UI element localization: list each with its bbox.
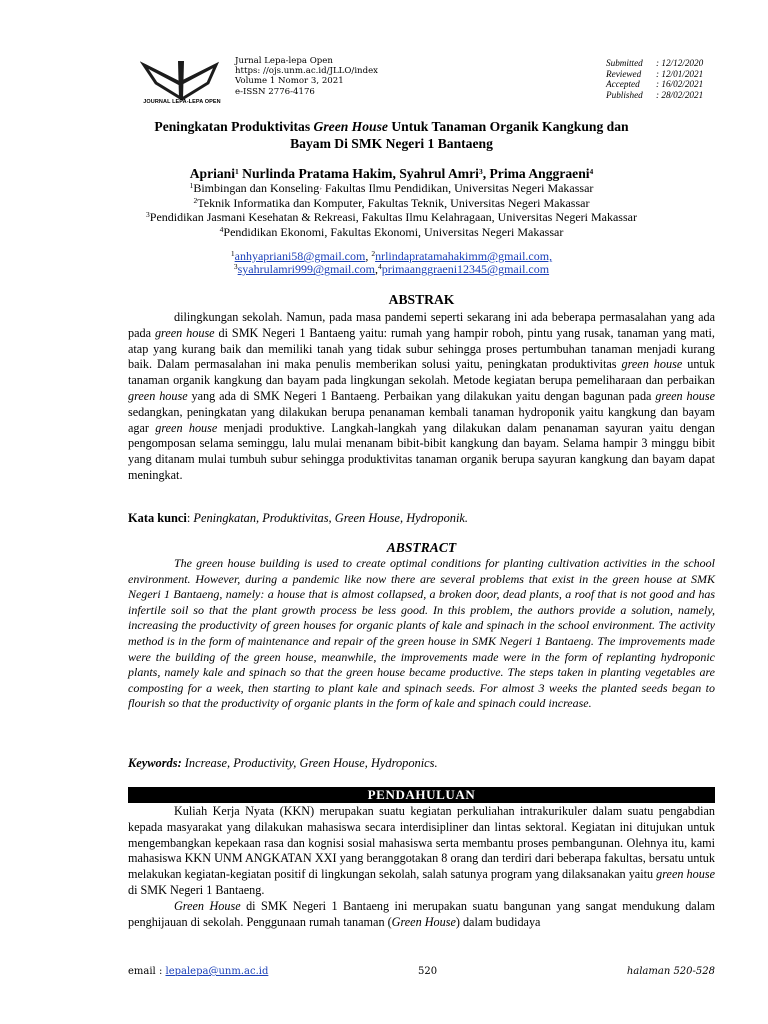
date-row-accepted: Accepted : 16/02/2021 [606, 79, 704, 89]
affiliations [60, 181, 723, 239]
abstract-paragraph: The green house building is used to create optimal conditions for planting cultivation activities in the school environment. However, during a pandemic like now there are several problems that exist in the green house at SMK Negeri 1 Bantaeng, namely: a house that is almost collapsed, a broken door, dead plants, a roof that is not good and has infertile soil so that the plant growth process be less good. In this problem, the authors provide a solution, namely, increasing the productivity of green houses for organic plants of kale and spinach in the school environment. The activity method is in the form of maintenance and repair of the green house in SMK Negeri 1 Bantaeng. The improvements made were the building of the green house, meanwhile, the improvements made were in the form of replanting hydroponic plants, namely kale and spinach so that the green house became productive. The steps taken in planting vegetables are composting for a week, then starting to plant kale and spinach seeds. For almost 3 weeks the planted seeds began to flourish so that the productivity of organic plants in the form of kale and spinach could increase. [128, 556, 715, 711]
page-number: 520 [418, 966, 438, 977]
keywords: Keywords: Increase, Productivity, Green House, Hydroponics. [128, 756, 438, 770]
journal-url[interactable]: https: //ojs.unm.ac.id/JLLO/index [235, 66, 379, 77]
italic-term: green house [655, 388, 715, 403]
journal-name: Jurnal Lepa-lepa Open [235, 56, 333, 66]
text-run: di SMK Negeri 1 Bantaeng yaitu: rumah yang hampir roboh, pintu yang rusak, tanaman yang mati, atap yang kurang baik dan memiliki tanah yang tidak subur sehingga proses pertumbuhan tanaman menjadi kurang baik. Dalam permasalahan ini maka penulis memberikan solusi yaitu, peningkatan produktivitas [128, 325, 715, 372]
logo-text: JOURNAL LEPA-LEPA OPEN [143, 99, 221, 105]
affiliation-2: $^2$Teknik Informatika dan Komputer, Fakultas Teknik, Universitas Negeri Makassar [193, 195, 590, 210]
affiliation-3: $^3$Pendidikan Jasmani Kesehatan & Rekreasi, Fakultas Ilmu Kelahragaan, Universitas Negeri Makassar [146, 210, 637, 225]
pendahuluan-paragraph-2: Green House di SMK Negeri 1 Bantaeng ini merupakan suatu bangunan yang sangat mendukung dalam penghijauan di sekolah. Penggunaan rumah tanaman (Green House) dalam budidaya [128, 898, 715, 929]
text-run: untuk tanaman organik kangkung dan bayam pada lingkungan sekolah. Metode kegiatan berupa pemeliharaan dan perbaikan [128, 357, 716, 388]
journal-volume: Volume 1 Nomor 3, 2021 [235, 76, 344, 87]
journal-logo [140, 57, 224, 109]
kata-kunci: Kata kunci: Peningkatan, Produktivitas, Green House, Hydroponik. [128, 511, 469, 525]
footer-email-link[interactable]: lepalepa@unm.ac.id [165, 966, 269, 977]
italic-term: green house [154, 325, 215, 340]
author-list: Apriani$^1$ Nurlinda Pratama Hakim, Syahrul Amri$^3$, Prima Anggraeni$^4$ [189, 166, 594, 181]
pendahuluan-body [128, 804, 715, 930]
date-row-reviewed: Reviewed : 12/01/2021 [606, 68, 704, 79]
italic-term: green house [128, 388, 188, 403]
page-footer [128, 966, 715, 980]
abstrak-heading: ABSTRAK [388, 292, 455, 307]
abstract-body [128, 556, 715, 712]
journal-issn: e-ISSN 2776-4176 [235, 86, 315, 97]
text-run: dilingkungan sekolah. Namun, pada masa pandemi seperti sekarang ini ada beberapa permasalahan yang ada pada [128, 310, 715, 340]
email-link-2[interactable]: nrlindapratamahakimm@gmail.com, [375, 249, 553, 263]
journal-meta [235, 56, 378, 97]
italic-term: green house [155, 420, 218, 435]
author-emails: $^1$anhyapriani58@gmail.com, $^2$nrlindapratamahakimm@gmail.com, $^3$syahrulamri999@gmail.com,$^4$primaanggraeni12345@gmail.com [230, 249, 553, 277]
paper-title: Peningkatan Produktivitas Green House Untuk Tanaman Organik Kangkung dan Bayam Di SMK Negeri 1 Bantaeng [154, 119, 629, 151]
pendahuluan-heading: PENDAHULUAN [128, 787, 715, 803]
email-link-4[interactable]: primaanggraeni12345@gmail.com [381, 262, 550, 277]
italic-term: green house [621, 357, 683, 372]
date-row-published: Published : 28/02/2021 [606, 89, 704, 100]
abstract-heading: ABSTRACT [386, 540, 457, 555]
affiliation-4: $^4$Pendidikan Ekonomi, Fakultas Ekonomi, Universitas Negeri Makassar [219, 224, 564, 239]
abstrak-paragraph [128, 310, 715, 484]
text-run: sedangkan, peningkatan yang dilakukan berupa penanaman kembali tanaman hydroponik yaitu kangkung dan bayam agar [128, 404, 715, 435]
pendahuluan-paragraph-1: Kuliah Kerja Nyata (KKN) merupakan suatu kegiatan perkuliahan intrakurikuler dalam suatu pengabdian kepada masyarakat yang dilakukan mahasiswa secara interdisipliner dan lintas sektoral. Kegiatan ini ditujukan untuk mengembangkan kepekaan rasa dan kognisi sosial mahasiswa serta membantu proses pembangunan. Olehnya itu, kami mahasiswa KKN UNM ANGKATAN XXI yang beranggotakan 8 orang dan terdiri dari beberapa fakultas, bersatu untuk melakukan kegiatan-kegiatan positif di lingkungan sekolah, salah satunya program yang dilaksanakan yaitu green house di SMK Negeri 1 Bantaeng. [128, 804, 715, 897]
page-range: halaman 520-528 [626, 966, 715, 977]
footer-email: email : lepalepa@unm.ac.id [128, 966, 269, 977]
submission-dates [606, 58, 716, 100]
abstrak-body [128, 310, 715, 484]
text-run: menjadi produktive. Langkah-langkah yang dilakukan dalam penanaman sayuran yaitu dengan pengomposan selama seminggu, lalu mulai menanam bibit-bibit kangkung dan bayam. Selama hampir 3 minggu bibit yang ditanam mulai tumbuh subur sehingga produktivitas tanaman organik berupa sayuran kangkung dan bayam dapat meningkat. [128, 420, 715, 482]
email-link-1[interactable]: anhyapriani58@gmail.com [234, 249, 366, 263]
affiliation-1: $^1$Bimbingan dan Konseling¸ Fakultas Ilmu Pendidikan, Universitas Negeri Makassar [189, 181, 594, 195]
email-link-3[interactable]: syahrulamri999@gmail.com [237, 262, 375, 277]
date-row-submitted: Submitted : 12/12/2020 [606, 58, 704, 68]
journal-logo-mark [140, 57, 224, 101]
text-run: yang ada di SMK Negeri 1 Bantaeng. Perbaikan yang dilakukan yaitu dengan bagunan pada [187, 388, 656, 403]
